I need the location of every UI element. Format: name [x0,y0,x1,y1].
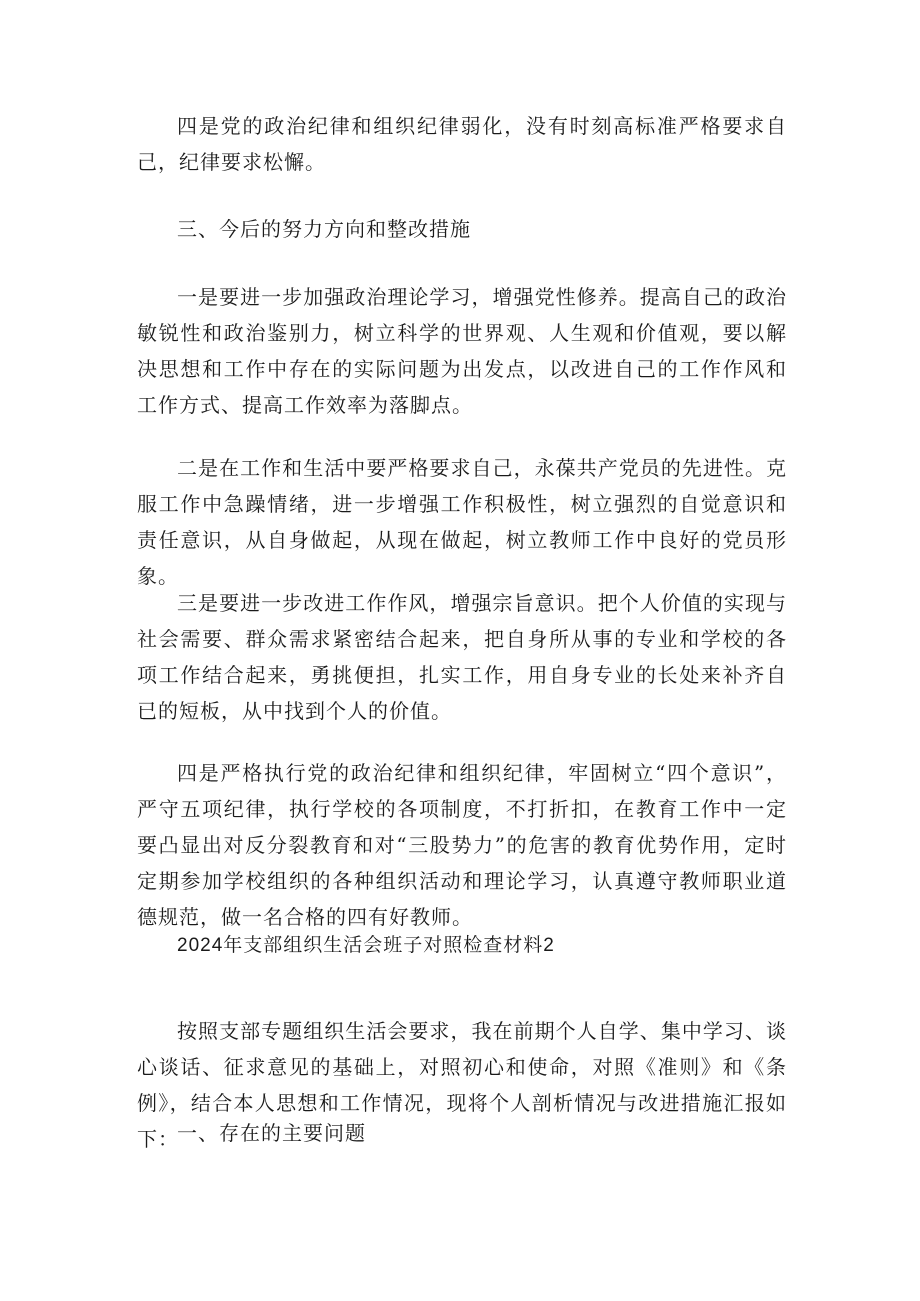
paragraph-measure-2: 二是在工作和生活中要严格要求自己，永葆共产党员的先进性。克服工作中急躁情绪，进一步增强工作积极性，树立强烈的自觉意识和责任意识，从自身做起，从现在做起，树立教师工作中良好的党员形象。 [137,456,787,588]
paragraph-measure-3: 三是要进一步改进工作作风，增强宗旨意识。把个人价值的实现与社会需要、群众需求紧密结合起来，把自身所从事的专业和学校的各项工作结合起来，勇挑便担，扎实工作，用自身专业的长处来补齐自已的短板，从中找到个人的价值。 [137,591,787,723]
document-title: 2024年支部组织生活会班子对照检查材料2 [177,935,555,956]
paragraph-measure-1: 一是要进一步加强政治理论学习，增强党性修养。提高自己的政治敏锐性和政治鉴别力，树立科学的世界观、人生观和价值观，要以解决思想和工作中存在的实际问题为出发点，以改进自己的工作作风和工作方式、提高工作效率为落脚点。 [137,285,787,417]
section-heading-improvement-measures: 三、今后的努力方向和整改措施 [177,217,471,241]
paragraph-intro: 按照支部专题组织生活会要求，我在前期个人自学、集中学习、谈心谈话、征求意见的基础上，对照初心和使命，对照《准则》和《条例》，结合本人思想和工作情况，现将个人剖析情况与改进措施汇报如下： [137,1019,787,1151]
paragraph-discipline-weakened: 四是党的政治纪律和组织纪律弱化，没有时刻高标准严格要求自己，纪律要求松懈。 [137,114,787,174]
paragraph-measure-4: 四是严格执行党的政治纪律和组织纪律，牢固树立“四个意识”，严守五项纪律，执行学校的各项制度，不打折扣，在教育工作中一定要凸显出对反分裂教育和对“三股势力”的危害的教育优势作用，定时定期参加学校组织的各种组织活动和理论学习，认真遵守教师职业道德规范，做一名合格的四有好教师。 [137,761,787,929]
section-heading-main-problems: 一、存在的主要问题 [177,1121,366,1145]
